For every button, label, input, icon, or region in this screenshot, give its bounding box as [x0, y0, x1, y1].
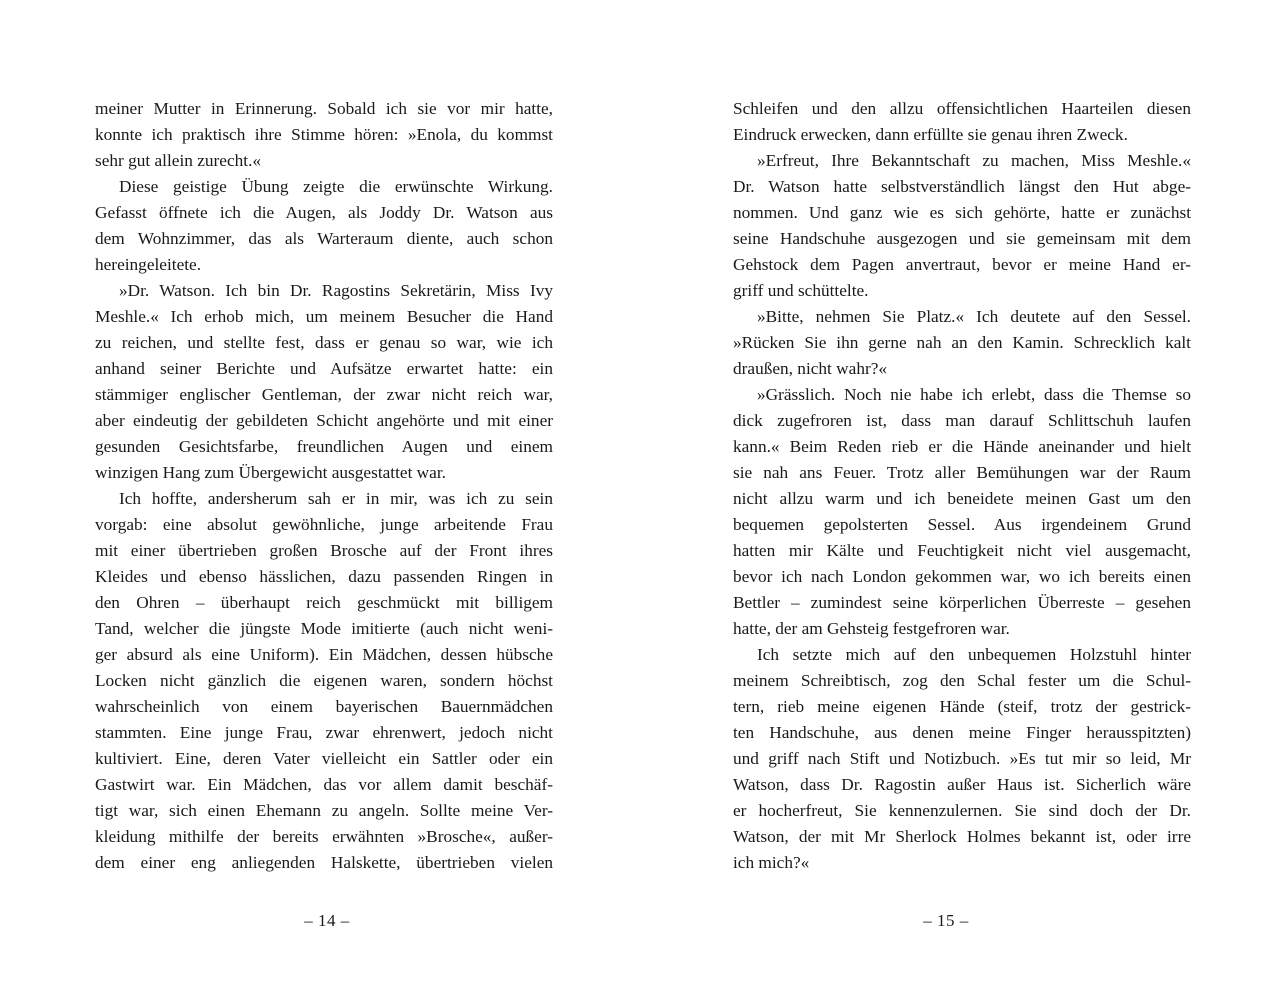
- text-line: tern, rieb meine eigenen Hände (steif, trotz der gestrick-: [733, 697, 1191, 716]
- text-line: den Ohren – überhaupt reich geschmückt mit billigem: [95, 593, 553, 612]
- text-line: dick zugefroren ist, dass man darauf Schlittschuh laufen: [733, 411, 1191, 430]
- text-line: Watson, der mit Mr Sherlock Holmes bekannt ist, oder irre: [733, 827, 1191, 846]
- text-line: gesunden Gesichtsfarbe, freundlichen Augen und einem: [95, 437, 553, 456]
- text-line: nommen. Und ganz wie es sich gehörte, hatte er zunächst: [733, 203, 1191, 222]
- text-line: ten Handschuhe, aus denen meine Finger herausspitzten): [733, 723, 1191, 742]
- text-line: tigt war, sich einen Ehemann zu angeln. Sollte meine Ver-: [95, 801, 553, 820]
- text-line: aber eindeutig der gebildeten Schicht angehörte und mit einer: [95, 411, 553, 430]
- text-line: griff und schüttelte.: [733, 281, 869, 300]
- text-line: Diese geistige Übung zeigte die erwünschte Wirkung.: [119, 177, 553, 196]
- text-line: meiner Mutter in Erinnerung. Sobald ich sie vor mir hatte,: [95, 99, 553, 118]
- left-page-text: [95, 96, 553, 876]
- right-page-text: [733, 96, 1191, 876]
- text-line: Ich hoffte, andersherum sah er in mir, was ich zu sein: [119, 489, 553, 508]
- text-line: winzigen Hang zum Übergewicht ausgestattet war.: [95, 463, 446, 482]
- text-line: Eindruck erwecken, dann erfüllte sie genau ihren Zweck.: [733, 125, 1128, 144]
- right-page: [642, 0, 1285, 1000]
- text-line: draußen, nicht wahr?«: [733, 359, 888, 378]
- text-line: zu reichen, und stellte fest, dass er genau so war, wie ich: [95, 333, 553, 352]
- text-line: kleidung mithilfe der bereits erwähnten »Brosche«, außer-: [95, 827, 553, 846]
- text-line: Meshle.« Ich erhob mich, um meinem Besucher die Hand: [95, 307, 553, 326]
- text-line: Kleides und ebenso hässlichen, dazu passenden Ringen in: [95, 567, 553, 586]
- text-line: Watson, dass Dr. Ragostin außer Haus ist. Sicherlich wäre: [733, 775, 1191, 794]
- text-line: »Bitte, nehmen Sie Platz.« Ich deutete auf den Sessel.: [757, 307, 1191, 326]
- text-line: stämmiger englischer Gentleman, der zwar nicht reich war,: [95, 385, 553, 404]
- page-number: – 15 –: [923, 911, 969, 930]
- text-line: dem einer eng anliegenden Halskette, übertrieben vielen: [95, 853, 553, 872]
- text-line: Ich setzte mich auf den unbequemen Holzstuhl hinter: [757, 645, 1191, 664]
- text-line: stammten. Eine junge Frau, zwar ehrenwert, jedoch nicht: [95, 723, 553, 742]
- text-line: sehr gut allein zurecht.«: [95, 151, 262, 170]
- text-line: und griff nach Stift und Notizbuch. »Es tut mir so leid, Mr: [733, 749, 1191, 768]
- text-line: dem Wohnzimmer, das als Warteraum diente, auch schon: [95, 229, 553, 248]
- text-line: hatte, der am Gehsteig festgefroren war.: [733, 619, 1010, 638]
- text-line: ich mich?«: [733, 853, 810, 872]
- text-line: sie nah ans Feuer. Trotz aller Bemühungen war der Raum: [733, 463, 1191, 482]
- text-line: kann.« Beim Reden rieb er die Hände aneinander und hielt: [733, 437, 1191, 456]
- text-line: mit einer übertrieben großen Brosche auf der Front ihres: [95, 541, 553, 560]
- text-line: Gehstock dem Pagen anvertraut, bevor er meine Hand er-: [733, 255, 1191, 274]
- text-line: Tand, welcher die jüngste Mode imitierte (auch nicht weni-: [95, 619, 553, 638]
- text-line: hatten mir Kälte und Feuchtigkeit nicht viel ausgemacht,: [733, 541, 1191, 560]
- text-line: wahrscheinlich von einem bayerischen Bauernmädchen: [95, 697, 553, 716]
- left-page: [0, 0, 642, 1000]
- text-line: konnte ich praktisch ihre Stimme hören: »Enola, du kommst: [95, 125, 553, 144]
- text-line: bequemen gepolsterten Sessel. Aus irgendeinem Grund: [733, 515, 1191, 534]
- text-line: vorgab: eine absolut gewöhnliche, junge arbeitende Frau: [95, 515, 553, 534]
- text-line: Locken nicht gänzlich die eigenen waren, sondern höchst: [95, 671, 553, 690]
- text-line: nicht allzu warm und ich beneidete meinen Gast um den: [733, 489, 1191, 508]
- text-line: Gastwirt war. Ein Mädchen, das vor allem damit beschäf-: [95, 775, 553, 794]
- text-line: meinem Schreibtisch, zog den Schal fester um die Schul-: [733, 671, 1191, 690]
- text-line: kultiviert. Eine, deren Vater vielleicht ein Sattler oder ein: [95, 749, 553, 768]
- text-line: ger absurd als eine Uniform). Ein Mädchen, dessen hübsche: [95, 645, 553, 664]
- text-line: Dr. Watson hatte selbstverständlich längst den Hut abge-: [733, 177, 1191, 196]
- text-line: Schleifen und den allzu offensichtlichen Haarteilen diesen: [733, 99, 1191, 118]
- text-line: »Dr. Watson. Ich bin Dr. Ragostins Sekretärin, Miss Ivy: [119, 281, 553, 300]
- text-line: Gefasst öffnete ich die Augen, als Joddy Dr. Watson aus: [95, 203, 553, 222]
- text-line: bevor ich nach London gekommen war, wo ich bereits einen: [733, 567, 1191, 586]
- text-line: Bettler – zumindest seine körperlichen Überreste – gesehen: [733, 593, 1191, 612]
- text-line: anhand seiner Berichte und Aufsätze erwartet hatte: ein: [95, 359, 553, 378]
- text-line: er hocherfreut, Sie kennenzulernen. Sie sind doch der Dr.: [733, 801, 1191, 820]
- text-line: seine Handschuhe ausgezogen und sie gemeinsam mit dem: [733, 229, 1191, 248]
- text-line: hereingeleitete.: [95, 255, 202, 274]
- text-line: »Grässlich. Noch nie habe ich erlebt, dass die Themse so: [757, 385, 1191, 404]
- page-number: – 14 –: [304, 911, 350, 930]
- text-line: »Erfreut, Ihre Bekanntschaft zu machen, Miss Meshle.«: [757, 151, 1191, 170]
- text-line: »Rücken Sie ihn gerne nah an den Kamin. Schrecklich kalt: [733, 333, 1191, 352]
